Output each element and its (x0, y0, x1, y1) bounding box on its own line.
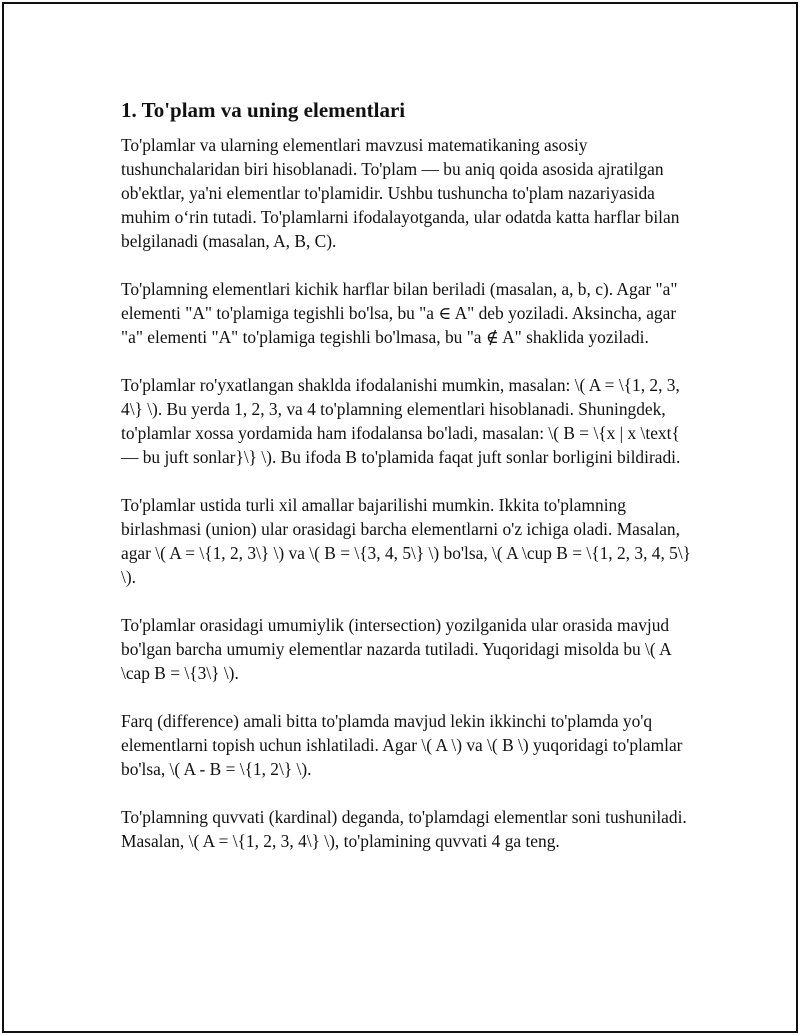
section-heading: 1. To'plam va uning elementlari (121, 98, 406, 122)
paragraph-cardinality: To'plamning quvvati (kardinal) deganda, to'plamdagi elementlar soni tushuniladi. Masalan, \( A = \{1, 2, 3, 4\} \), to'plamining quvvati 4 ga teng. (121, 807, 687, 851)
page-frame (2, 2, 798, 1033)
paragraph-notation: To'plamlar ro'yxatlangan shaklda ifodalanishi mumkin, masalan: \( A = \{1, 2, 3, 4\} \). Bu yerda 1, 2, 3, va 4 to'plamning elementlari hisoblanadi. Shuningdek, to'plamlar xossa yordamida ham ifodalansa bo'ladi, masalan: \( B = \{x | x \text{ — bu juft sonlar}\} \). Bu ifoda B to'plamida faqat juft sonlar borligini bildiradi. (121, 375, 681, 467)
paragraph-union: To'plamlar ustida turli xil amallar bajarilishi mumkin. Ikkita to'plamning birlashmasi (union) ular orasidagi barcha elementlarni o'z ichiga oladi. Masalan, agar \( A = \{1, 2, 3\} \) va \( B = \{3, 4, 5\} \) bo'lsa, \( A \cup B = \{1, 2, 3, 4, 5\} \). (121, 495, 692, 587)
paragraph-definition: To'plamlar va ularning elementlari mavzusi matematikaning asosiy tushunchalaridan biri hisoblanadi. To'plam — bu aniq qoida asosida ajratilgan ob'ektlar, ya'ni elementlar to'plamidir. Ushbu tushuncha to'plam nazariyasida muhim o‘rin tutadi. To'plamlarni ifodalayotganda, ular odatda katta harflar bilan belgilanadi (masalan, A, B, C). (121, 135, 680, 251)
paragraph-elements: To'plamning elementlari kichik harflar bilan beriladi (masalan, a, b, c). Agar "a" elementi "A" to'plamiga tegishli bo'lsa, bu "a ∈ A" deb yoziladi. Aksincha, agar "a" elementi "A" to'plamiga tegishli bo'lmasa, bu "a ∉ A" shaklida yoziladi. (121, 279, 678, 347)
document-body (121, 95, 693, 877)
paragraph-intersection: To'plamlar orasidagi umumiylik (intersection) yozilganida ular orasida mavjud bo'lgan barcha umumiy elementlar nazarda tutiladi. Yuqoridagi misolda bu \( A \cap B = \{3\} \). (121, 615, 671, 683)
paragraph-difference: Farq (difference) amali bitta to'plamda mavjud lekin ikkinchi to'plamda yo'q elementlarni topish uchun ishlatiladi. Agar \( A \) va \( B \) yuqoridagi to'plamlar bo'lsa, \( A - B = \{1, 2\} \). (121, 711, 683, 779)
